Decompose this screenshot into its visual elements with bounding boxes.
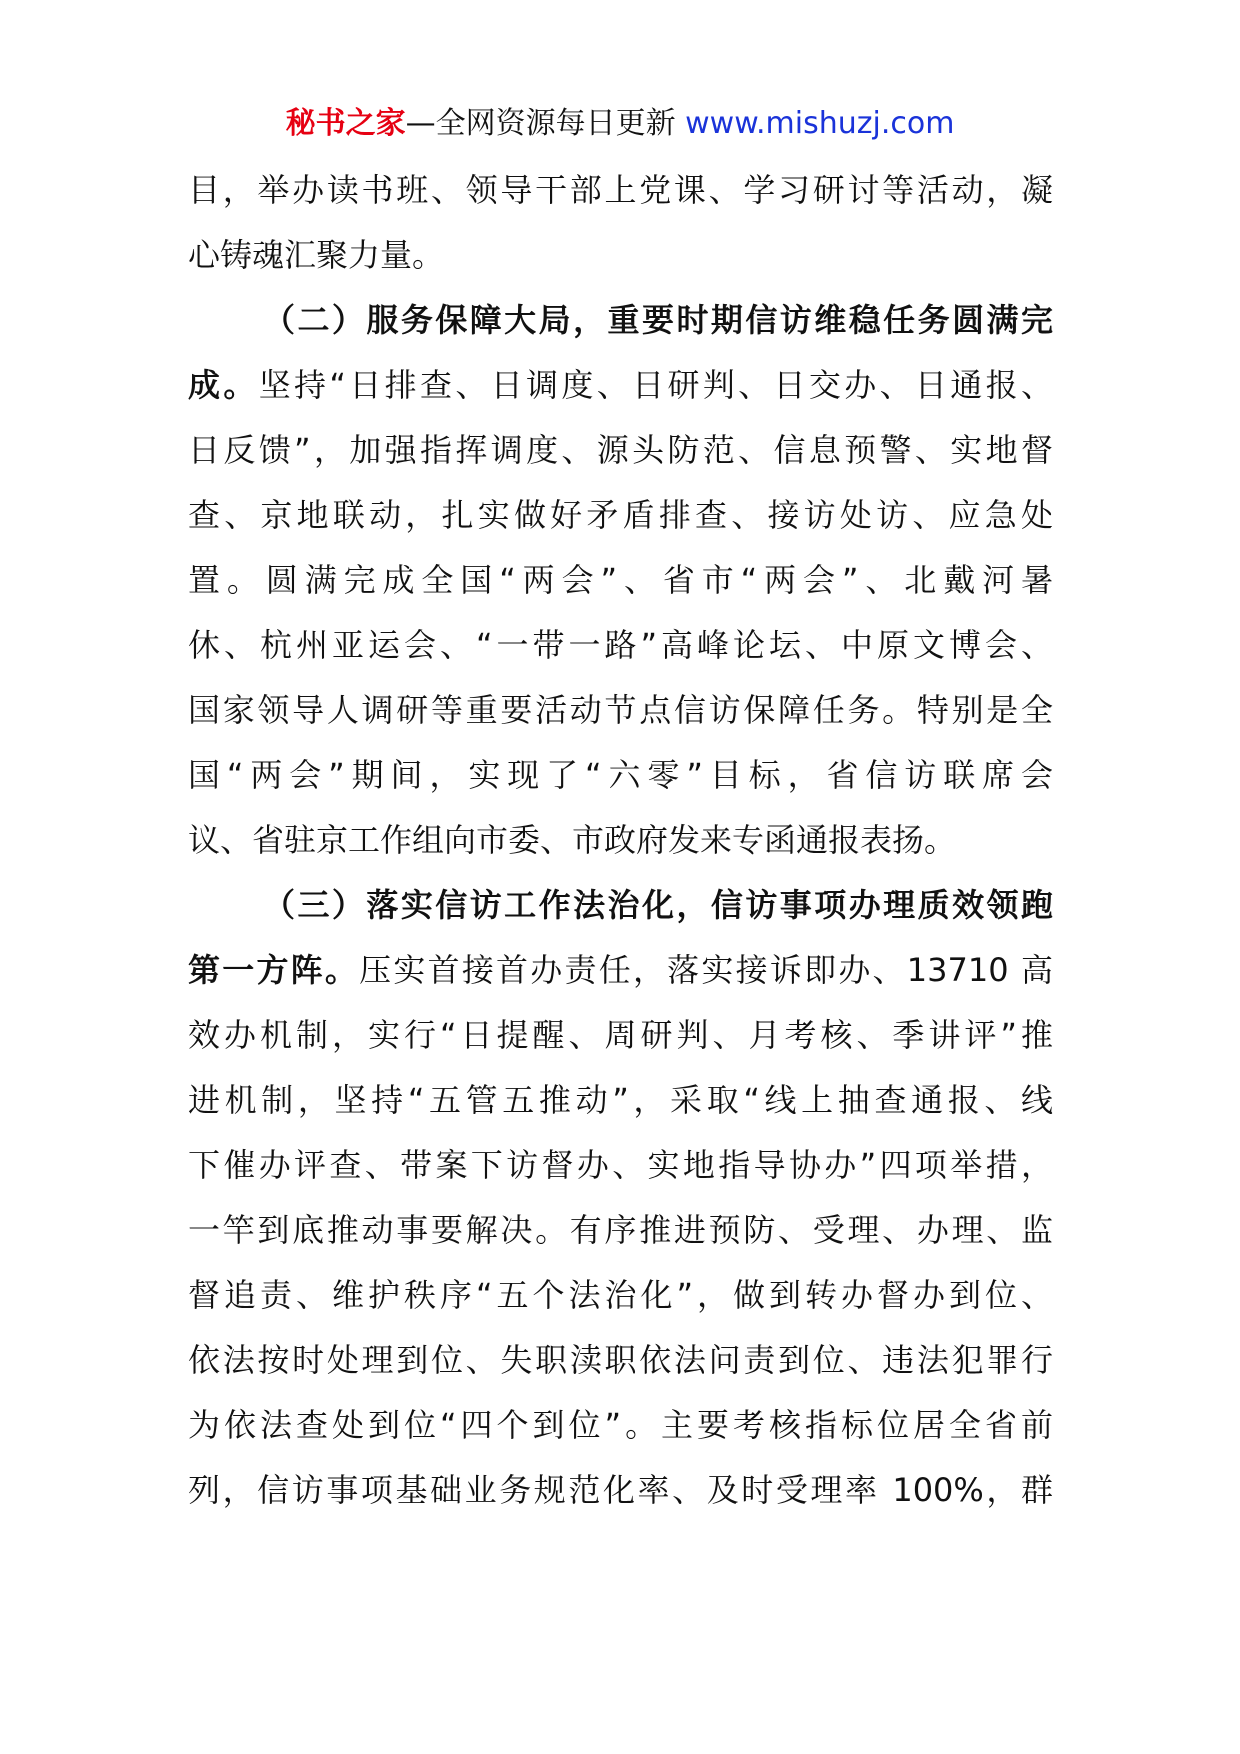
body-text-segment: 压实首接首办责任，落实接诉即办、13710 高 [359, 951, 1053, 989]
body-text-segment: 效办机制，实行“日提醒、周研判、月考核、季讲评”推 [188, 1016, 1053, 1054]
body-text-segment: 进机制，坚持“五管五推动”，采取“线上抽查通报、线 [188, 1081, 1053, 1119]
body-text-segment: 为依法查处到位“四个到位”。主要考核指标位居全省前 [188, 1406, 1053, 1444]
text-line [188, 1133, 1053, 1198]
text-line [188, 353, 1053, 418]
body-text-segment: 置。圆满完成全国“两会”、省市“两会”、北戴河暑 [188, 561, 1053, 599]
text-line [188, 938, 1053, 1003]
text-line [188, 548, 1053, 613]
text-line [188, 613, 1053, 678]
body-text-segment: 日反馈”，加强指挥调度、源头防范、信息预警、实地督 [188, 431, 1053, 469]
body-text-segment: 一竿到底推动事要解决。有序推进预防、受理、办理、监 [188, 1211, 1053, 1249]
body-text-segment: 列，信访事项基础业务规范化率、及时受理率 100%，群 [188, 1471, 1053, 1509]
text-line [188, 1393, 1053, 1458]
text-line [188, 223, 1053, 288]
body-text-segment: 心铸魂汇聚力量。 [188, 236, 445, 274]
text-line [188, 1003, 1053, 1068]
text-line [188, 678, 1053, 743]
body-text-segment: 坚持“日排查、日调度、日研判、日交办、日通报、 [258, 366, 1053, 404]
text-line [188, 808, 1053, 873]
bold-heading-text: 成。 [188, 366, 259, 404]
text-line [188, 1068, 1053, 1133]
page-header [0, 100, 1240, 148]
text-line [188, 483, 1053, 548]
body-text-segment: 国家领导人调研等重要活动节点信访保障任务。特别是全 [188, 691, 1053, 729]
text-line [188, 1458, 1053, 1523]
text-line [188, 418, 1053, 483]
document-body [188, 158, 1053, 1523]
bold-heading-text: （二）服务保障大局，重要时期信访维稳任务圆满完 [263, 301, 1053, 339]
text-line [188, 1263, 1053, 1328]
bold-heading-text: （三）落实信访工作法治化，信访事项办理质效领跑 [263, 886, 1053, 924]
text-line [188, 158, 1053, 223]
body-text-segment: 议、省驻京工作组向市委、市政府发来专函通报表扬。 [188, 821, 957, 859]
text-line [188, 288, 1053, 353]
text-line [188, 1328, 1053, 1393]
body-text-segment: 休、杭州亚运会、“一带一路”高峰论坛、中原文博会、 [188, 626, 1053, 664]
bold-heading-text: 第一方阵。 [188, 951, 360, 989]
body-text-segment: 查、京地联动，扎实做好矛盾排查、接访处访、应急处 [188, 496, 1053, 534]
header-url-link[interactable]: www.mishuzj.com [685, 106, 955, 141]
text-line [188, 873, 1053, 938]
body-text-segment: 国“两会”期间，实现了“六零”目标，省信访联席会 [188, 756, 1053, 794]
body-text-segment: 目，举办读书班、领导干部上党课、学习研讨等活动，凝 [188, 171, 1053, 209]
header-tagline: —全网资源每日更新 [405, 106, 686, 141]
body-text-segment: 下催办评查、带案下访督办、实地指导协办”四项举措， [188, 1146, 1053, 1184]
text-line [188, 1198, 1053, 1263]
body-text-segment: 督追责、维护秩序“五个法治化”，做到转办督办到位、 [188, 1276, 1053, 1314]
header-brand: 秘书之家 [285, 106, 406, 141]
text-line [188, 743, 1053, 808]
body-text-segment: 依法按时处理到位、失职渎职依法问责到位、违法犯罪行 [188, 1341, 1053, 1379]
